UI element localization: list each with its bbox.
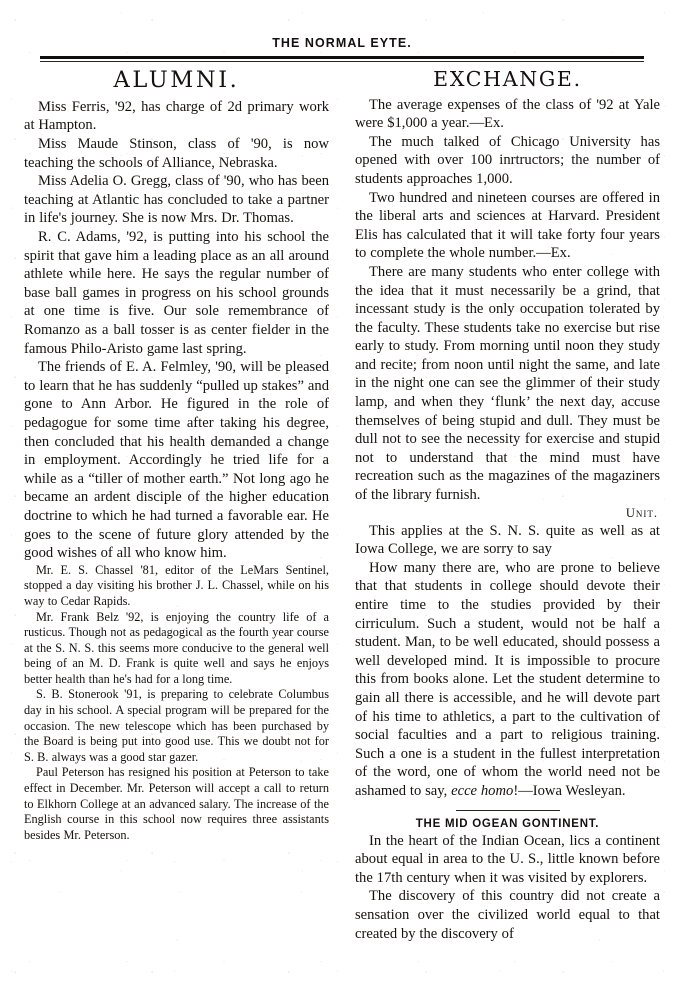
paragraph-small: Mr. E. S. Chassel '81, editor of the LeMars Sentinel, stopped a day visiting his brother J. L. Chassel, while on his way to Cedar Rapids. (24, 562, 329, 608)
paragraph: There are many students who enter college with the idea that it must necessarily be a grind, that incessant study is the only occupation tolerated by the faculty. These students take no exercise but rise early to study. From morning until noon they study and recite; from noon until night the same, and late in the night one can see the glimmer of their study lamp, and when they ‘flunk’ the next day, accuse themselves of being stupid and dull. They must be dull not to see the necessity for exercise and stupid not to understand that the mind must have recreation such as the magazines of the magaziners of the library furnish. (355, 263, 660, 504)
masthead-rule-thin (40, 61, 644, 62)
paragraph: The average expenses of the class of '92 at Yale were $1,000 a year.—Ex. (355, 96, 660, 132)
paragraph-with-latin (355, 559, 660, 801)
subsection-heading: THE MID OGEAN GONTINENT. (415, 817, 600, 830)
section-heading-alumni: ALUMNI. (113, 67, 240, 93)
paragraph: Miss Maude Stinson, class of '90, is now teaching the schools of Alliance, Nebraska. (24, 136, 329, 171)
paragraph-tail: !—Iowa Wesleyan. (513, 782, 626, 799)
paragraph: Miss Ferris, '92, has charge of 2d primary work at Hampton. (24, 98, 329, 134)
column-container (24, 68, 660, 943)
left-column (24, 68, 331, 843)
paragraph: The much talked of Chicago University has opened with over 100 inrtructors; the number of students approaches 1,000. (355, 133, 660, 187)
paragraph-text: How many there are, who are prone to believe that that students in college should devote their entire time to the studies provided by their cirriculum. Such a student, would not be half a student. Man, to be well educated, should possess a well developed mind. It is impossible to procure this from books alone. Let the student determine to gain all there is accessible, and he will devote part of his time to athletics, a part to the cultivation of social faculties and a part to religious training. Such a one is a student in the fullest interpretation of the word, one of whom the world need not be ashamed to say, (355, 559, 660, 799)
paragraph: Two hundred and nineteen courses are offered in the liberal arts and sciences at Harvard. President Elis has calculated that it will take forty four years to complete the whole number.—Ex. (355, 189, 660, 262)
paragraph: R. C. Adams, '92, is putting into his school the spirit that gave him a leading place as an all around athlete while here. He says the regular number of base ball games in progress on his school grounds at one time is five. Our sole remembrance of Romanzo as a ball tosser is as center fielder in the famous Philo-Aristo game last spring. (24, 229, 329, 357)
paragraph-small: S. B. Stonerook '91, is preparing to celebrate Columbus day in his school. A special program will be prepared for the occasion. The new telescope which has been purchased by the Board is being put into good use. This we doubt not for S. B. always was a good star gazer. (24, 687, 329, 764)
paragraph-small: Mr. Frank Belz '92, is enjoying the country life of a rusticus. Though not as pedagogical as the fourth year course at the S. N. S. this seems more conducive to the general well being of an M. D. Frank is quite well and says he enjoys better health than he's had for a long time. (24, 609, 329, 686)
article-signature: Unit. (625, 505, 658, 520)
paragraph-small: Paul Peterson has resigned his position at Peterson to take effect in December. Mr. Peterson will accept a call to return to Elkhorn College at an advanced salary. The increase of the English course in this school now requires three assistants besides Mr. Peterson. (24, 765, 329, 842)
section-heading-exchange: EXCHANGE. (433, 67, 582, 91)
paragraph: Miss Adelia O. Gregg, class of '90, who has been teaching at Atlantic has concluded to take a partner in life's journey. She is now Mrs. Dr. Thomas. (24, 173, 329, 227)
masthead-rule-thick (40, 56, 644, 59)
section-divider (456, 810, 560, 811)
paragraph: The discovery of this country did not create a sensation over the civilized world equal to that created by the discovery of (355, 888, 660, 942)
paragraph: The friends of E. A. Felmley, '90, will be pleased to learn that he has suddenly “pulled up stakes” and gone to Ann Arbor. He figured in the role of pedagogue for some time after taking his degree, then concluded that his health demanded a change in employment. Accordingly he tried life for a while as a “tiller of mother earth.” Not long ago he became an ardent disciple of the higher education doctrine to which he had turned a favorable ear. He goes to the scene of future glory attended by the good wishes of all who know him. (24, 359, 329, 562)
masthead (40, 36, 644, 50)
masthead-title: THE NORMAL EYTE. (272, 36, 412, 50)
latin-phrase: ecce homo (451, 782, 514, 799)
right-column (353, 68, 660, 943)
paragraph: This applies at the S. N. S. quite as well as at Iowa College, we are sorry to say (355, 522, 660, 558)
paragraph: In the heart of the Indian Ocean, lics a continent about equal in area to the U. S., little known before the 17th century when it was visited by explorers. (355, 832, 660, 886)
